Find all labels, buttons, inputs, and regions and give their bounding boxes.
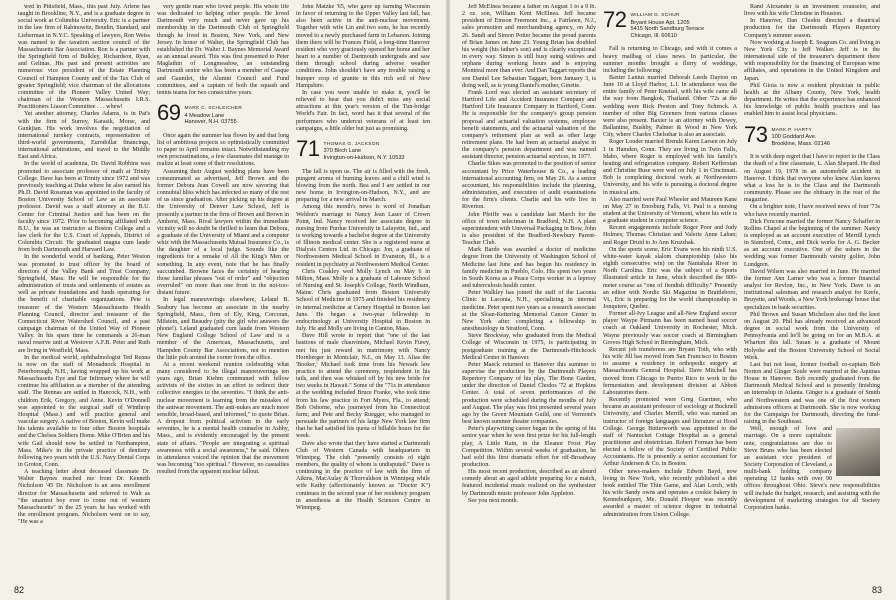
column-paragraph: It is with deep regret that I have to report to the Class the death of a fine classmate, L. Alan Shepard. He died on August 19, 1978 in an automobile accident in Hanover. I think that everyone who knew Alan knows what a loss he is to the Class and the Dartmouth community. Please see the obituary in the rear of the magazine. [744, 154, 880, 204]
column-paragraph: wed in Pittsfield, Mass., this past July. Arlene has taught in Brookline, N.Y., and is a graduate degree in social work at Columbia University. Eric is a partner in the law firm of Rabinowitz, Boudin, Standard, and Lieberman in N.Y.C. Speaking of lawyers, Ron Weiss was named to the taxation section council of the Massachusetts Bar Association. Ron is a partner with the Springfield firm of Bulkley, Richardson, Ryan, and Gelinas. His past and present activities are numerous: vice president of the Estate Planning Council of Hampton County and of the Tax Club of greater Springfield; vice chairman of the allocations committee of the Pioneer Valley United Way; chairman of the Western Massachusetts I.R.S. Practitioners Liason Committee . . . whew! [18, 4, 150, 111]
column-paragraph: Among this month's news is word of Jonathan Weldon's marriage to Nancy Jean Laser of Crown Point, Ind. Nancy received her associate degree in nursing from Purdue University in Lafayette, Ind., and is working towards a bachelor degree at the University of Illinois medical center. She is a registered nurse at Dialysis Centers Ltd. in Chicago. Jon, a graduate of Northwestern Medical School in Evanston, Ill., is a resident in psychiatry at Northwestern Medical Center. [296, 204, 430, 268]
column-paragraph: In case you were unable to make it, you'll be relieved to hear that you didn't miss any social attractions at this year's version of the Tun-bridge World's Fair. In fact, word has it that several of the performers who undercut veterans of at least ten campaigns, a little older but just as promising. [296, 89, 430, 132]
column-paragraph: On the sports scene, Eric Evans won his ninth U.S. white-water kayak slalom championship (also his eighth consecutive win) on the Nantahala River in North Carolina. Eric was the subject of a Sports Illustrated article in June, which described the 800-meter course as "one of fiendish difficulty." Presently an editor with Nordic Ski Magazine in Brattleboro, Vt., Eric is preparing for the world championship in Jonquiere, Quebec. [603, 246, 737, 310]
column-paragraph: Last but not least, former football co-captain Bob Norton and Ginger Soule were married at the Aquinas House in Hanover. Bob recently graduated from the Dartmouth Medical School and is presently finishing an internship in Atlanta. Ginger is a graduate of Smith and Northwestern and was one of the first women admissions officers at Dartmouth. She is now working for the Campaign for Dartmouth, directing the fund-raising in the Southeast. [744, 361, 880, 426]
column-paragraph: Other news-makers include Edwin Bayd, now living in New York, who recently published a diet book entitled The Thin Game, and Alan Lorch, with his wife Sandy owns and operates a cookie bakery in Kennebunkport, Me. Donald Hooper was recently awarded a master of science degree in industrial administration from Union College. [603, 468, 737, 518]
column-paragraph: A teaching letter about deceased classmate Dr. Walter Baynes reached me from Dr. Kenneth Nicholson '45 Dr. Nicholson is an area enrollment director for Massachusetts and referred to Walt as "the smartest boy ever to come out of western Massachusetts" in the 25 years he has worked with the enrollment program. Nicholson went on to say, "He was a [18, 469, 150, 526]
column-paragraph: Also married were Paul Wheeler and Maureen Kane on May 27 in Enosburg Falls, Vt. Paul is a nursing student at the University of Vermont, where his wife is a graduate student in computer science. [603, 196, 737, 225]
class-header-69 [157, 100, 289, 126]
class-year-number: 71 [296, 135, 320, 161]
column-paragraph: Steve Brockway, who graduated from the Medical College of Wisconsin in 1975, is participating in postgraduate training at the Dartmouth-Hitchcock Medical Center in Hanover. [462, 333, 596, 361]
column-paragraph: Phil Gioia is now a resident physician in public health at the Albany County, New York, health department. He writes that the experience has enhanced his knowledge of public health practices and has enabled him to assist local physicians. [744, 82, 880, 118]
column-paragraph: Peter Walkley has joined the staff of the Laconia Clinic in Laconia, N.H., specializing in internal medicine. Peter spent two years as a research associate at the Sloan-Kettering Memorial Cancer Center in New York after completing a fellowship in anesthesiology in Stratford, Conn. [462, 290, 596, 333]
column-paragraph: John Pfeiffe was a candidate last March for the office of town selectman in Bradford, N.H. A plant superintendent with Universal Packaging in Bow, John is also president of the Bradford-Newbury Parent-Teacher Club. [462, 211, 596, 247]
right-page [448, 0, 896, 600]
column-paragraph: Fall is returning to Chicago, and with it comes a heavy mailbag of class news. In particular, the summer months brought a flurry of weddings, including the following: [603, 46, 737, 74]
column-paragraph: Dick Fencone married the former Nancy Schaffer in Rollins Chapel at the beginning of the summer. Nancy is employed as an account executive of Merrill Lynch in Stamford, Conn., and Dick works for A. G. Becker as an account executive. One of the ushers in the wedding was former Dartmouth varsity golfer, John Lundgren. [744, 218, 880, 268]
column-paragraph: John Matzke '65, who gave up farming Wisconsin in favor of returning to the Upper Valley last fall, has also been active in the anti-nuclear movement. Together with wife Lin and two sons, he has recently moved to a newly purchased farm in Lebanon. Joining them there will be Frances Field, a long-time Hanover resident who very graciously opened her home and her heart to a number of Dartmouth undergrads and saw them through school during adverse weather conditions. John shouldn't have any trouble raising a bumper crop of granite in this rich soil of New Hampshire. [296, 4, 430, 89]
class-header-71 [296, 135, 430, 162]
column-paragraph: In legal maneuverings elsewhere, Leland B. Seabury has become an associate in the nearby Springfield, Mass., firm of Ely, King, Corcoran, Milstein, and Beaudry (pity the girl who answers the phone!). Leland graduated cum laude from Western New England College School of Law and is a member of the American, Massachusetts, and Hampden County Bar Associations, not to mention the little pub around the corner from the office. [157, 297, 289, 361]
column-paragraph: On a brighter note, I have received news of four '73s who have recently married. [744, 204, 880, 218]
class-header-73 [744, 121, 880, 148]
column-paragraph: In Hanover, Dan Chodos directed a theatrical production for the Dartmouth Players Repertory Company's summer season. [744, 18, 880, 39]
column-paragraph: Recently promoted were Greg Guertner, who became an assistant professor of sociology at Bucknell University, and Charles Merrill, who was named an instructor of foreign languages and literature at Hood College. George Butterworth was appointed to the staff of Nantucket Cottage Hospital as a general practitioner and obstetrician. Robert Forman has been elected a fellow of the Society of Certified Public Accountants. He is presently a senior accountant for Arthur Andersen & Co. in Boston. [603, 397, 737, 468]
column-paragraph: Phil Brown and Susan Michelson also tied the knot on August 20. Phil has already received an advanced degree in social work from the University of Pennsylvania and he'll be going on for an M.B.A. at Wharton this fall. Susan is a graduate of Mount Holyoke and the Boston University School of Social Work. [744, 311, 880, 361]
column-paragraph: Roger Louder married Brenda Karen Larsen on July 1 in Hamden, Conn. They are living in Twin Falls, Idaho, where Roger is employed with his family's heating and refrigeration company. Robert Kefferstan and Christine Buse were wed on July 1 in Cincinnati. Bob is completing doctoral work at Northwestern University, and his wife is pursuing a doctoral degree in musical arts. [603, 139, 737, 196]
column-5 [603, 4, 737, 578]
class-year-number: 73 [744, 121, 768, 147]
column-paragraph: Mark Bardo was awarded a doctor of medicine degree from the University of Washington School of Medicine last June and has begun his residency in family medicine in Pueblo, Colo. His spent two years in South Korea as a Peace Corps worker in a leprosy and tuberculosis health center. [462, 247, 596, 290]
class-secretary-address: MARK P. HARTY 100 Goddard Ave. Brookline, Mass. 02146 [771, 127, 830, 147]
class-secretary-address: MARK C. SCHLEICHER 4 Meadow Lane Hanover, N.H. 03755 [184, 106, 243, 126]
column-paragraph: At a recent weekend reunion celebrating what many considered to be illegal manoeuverings ten years ago, Brian Kiehm communed with fellow activists of the sixties in an effort to redirect their collective energies to the seventies. "I think the anti-nuclear movement is learning from the mistakes of the antiwar movement. The anti-nukes are much more sensible, broad-based, and informed," to quote Brian. A dropout from political activism in the early seventies, he is a mental health counselor in Ashby, Mass., and is evidently encouraged by the present state of affairs. "People are integrating a spiritual awareness with a social awareness," he said. Others in attendance voiced the opinion that the movement was becoming "too spiritual." However, no casualties resulted from the apparent nuclear fallout. [157, 361, 289, 476]
column-paragraph: Jeff McElnea became a father on August 1 to a 9 lb. 2 oz. son, William Kent McElnea. Jeff became president of Emson Freemont Inc., a Fairlawn, N.J., sales promotion and merchandising agency, on July 26. Sandi and Simon Potter became the proud parents of Brian James on June 23. Young Brian has doubled his weight (his father's son) and is clearly exceptional in every way. Simon is still busy suing widows and orphans during working hours and is enjoying Montreal more than ever. And Dan Taggart reports that son Daniel Lee Sebastian Taggart, born January 3, is doing well, as is young Daniel's mother, Ginette. [462, 4, 596, 89]
column-paragraph: Assuming their August wedding plans have been consummated as advertised, Jeff Brown and the former Debora Jean Cowell are now savoring that connubial bliss which has infected so many of the rest of us since graduation. After picking up his degree at the University of Denver Law School, Jeff is presently a partner in the firm of Brown and Brown in Amherst, Mass. Rival lawyers within the immediate vicinity will no doubt be thrilled to learn that Debora, a graduate of the University of Miami and a computer whiz with the Massachusetts Mutual Insurance Co., is the daughter of a local judge. Sounds like the ingredients for a remake of All the King's Men or something. In any event, note that he has finally succumbed. Browne faces the certainty of hearing those familiar phrases "out of order" and "objection overruled" on more than one front in the not-too-distant future. [157, 168, 289, 297]
class-secretary-address: THOMAS G. JACKSON 370 Birch Lane Irvington-on-Hudson, N.Y. 10533 [323, 141, 405, 161]
class-header-72 [603, 7, 737, 39]
column-paragraph: Charlie Sikes was promoted to the position of senior accountant by Price Waterhouse & Co., a leading international accounting firm, on May 26. As a senior accountant, his responsibilities include the planning, administration, and execution of audit examinations for the firm's clients. Charlie and his wife live in Riverton. [462, 161, 596, 211]
classmate-photo [836, 428, 880, 476]
page-number-left: 82 [14, 585, 25, 595]
column-paragraph: In the medical world, ophthalmologist Ted Renna is now on the staff of Monadnock Hospital in Peterborough, N.H., having wrapped up his work at Massachusetts Eye and Ear Infirmary where he will continue his affiliation as a member of the attending staff. The Rennas are settled in Hancock, N.H., with children Erik, Gregory, and Anne. Kevin O'Donnell was appointed to the surgical staff of Winthrop Hospital (Mass.) and will practice general and vascular surgery. A native of Boston, Kevin will make his talents available to four other Boston hospitals and the Chelsea Soldiers Home. Mike O'Brien and his wife Gail should now be settled in Northampton, Mass. Mike's in the private practice of dentistry following two years with the U.S. Navy Dental Corps in Groton, Conn. [18, 354, 150, 468]
column-paragraph: The fall is upon us. The air is filled with the fresh, pungent aroma of burning leaves and a chill wind is blowing from the north. Bea and I are settled in our new home in Irvington-on-Hudson, N.Y., and are preparing for a new arrival in March. [296, 168, 430, 204]
column-paragraph: In the world of academia, Dr. David Robbins was promoted to associate professor of math at Trinity College. Dave has been at Trinity since 1972 and was previously teaching at Duke where he also earned his Ph.D. David Rossman was appointed to the faculty of Boston University School of Law as an associate professor. David was a staff attorney at the B.U. Center for Criminal Justice and has been on the faculty since 1972. Prior to becoming affiliated with B.U., he was an instructor at Boston College and a law clerk for the U.S. Court of Appeals, District of Columbia Circuit. He graduated magna cum laude from both Dartmouth and Harvard Law. [18, 161, 150, 254]
class-secretary-address: WILLIAM G. SCHUR Bryant House Apt. 1205 5415 North Sandburg Terrace Chicago, Ill. 60610 [630, 13, 705, 39]
column-paragraph: Once again the summer has flown by and that long list of ambitious projects so optimistically committed to paper in April remains intact. Notwithstanding my own procrastinations, a few classmates did manage to realize at least some of their resolutions. [157, 132, 289, 168]
class-year-number: 69 [157, 100, 181, 126]
column-paragraph: His most recent production, described as an absurd comedy about an aged athlete preparing for a match, featured incidental music realized on the synthesizer by Dartmouth music professor John Appleton. [462, 469, 596, 497]
column-3 [296, 4, 430, 578]
column-paragraph: Well, enough of love and marriage. On a more capitalistic note, congratulations are due to Steve Bruns who has been elected an assistant vice president of Society Corporation of Cleveland, a multi-bank holding company operating 12 banks with over 90 offices throughout Ohio. Steve's new responsibilities will include the budget, research, and assisting with the development of marketing strategies for all Society Corporation banks. [744, 426, 880, 511]
column-paragraph: Dave Hill wrote to report that "one of the last bastions of male chauvinism, Michael Kevin Furey, met his just reward in matrimony with Nancy Hornberger in Montclair, N.J., on May 13. Alias the 'Booker,' Michael took time from his Newark law practice to attend the ceremony, resplendent in his tails, and then was whisked off by his new bride for two weeks in Hawaii." Some of the "71s in attendance at the wedding included Bruce Franke, who took time from his law practice in Fort Myers, Fla., to attend; Bob Osborne, who journeyed from his Connecticut farm; and Pete and Becky Ruegger, who managed to persuade the partners of his large New York law firm that he had satisfied his quota of billable hours for the week. [296, 333, 430, 440]
column-2 [157, 4, 289, 578]
page-number-right: 83 [871, 585, 882, 595]
column-paragraph: Baxter Lanius married Deborah Leeds Dayton on June 10 at Lloyd Harbor, L.I. In attendance was the entire family of Peter Kneisel, with his wife came all the way from Bangkok, Thailand. Other '72s at the wedding were Rick Preston and Tony Schenck. A number of other Big Greeners from various classes were also present. Baxter is an attorney with Dewey, Ballantine, Bushby, Palmer & Wood in New York City, where Charles Chelsehar is also an associate. [603, 75, 737, 139]
column-paragraph: Peter's playwriting career began in the spring of his senior year when he won first prize for his full-length play, A Little Rain, in the Eleanor Frost Play Competition. Within several weeks of graduation, he had sold this first dramatic effort for off-Broadway production. [462, 426, 596, 468]
column-paragraph: Recent job transferees are Bryant Toth, who with his wife Jill has moved from San Francisco to Boston to assume a residency in orthopedic surgery at Massachusetts General Hospital. Dave Mitchell has moved from Chicago to Puerto Rico to work in the fermentation and development division at Abbott Laboratories there. [603, 346, 737, 396]
column-paragraph: See you next month. [468, 497, 519, 504]
column-paragraph: Rand Alexander is an investment counselor, and lives with his wife Christine in Houston. [744, 4, 880, 18]
column-6 [744, 4, 880, 578]
column-paragraph: Frank Lord was elected an assistant secretary of Hartford Life and Accident Insurance Company and Hartford Life Insurance Company in Hartford, Conn. He is responsible for the company's group pension proposal and actuarial valuation systems, employee benefit statements, and the actuarial valuation of the company's retirement plan as well as other large retirement plans. He had been an actuarial analyst in the company's pension department and was named assistant director, pension actuarial services, in 1977. [462, 89, 596, 161]
column-paragraph: Yet another attorney, Charles Adams, is in Pat's with the firm of Surrey, Karasik, Morse, and Gunkjian. His work involves the negotiation of international turnkey contracts, representation of third-world governments, Eurodollar financings, international arbitrations, and travel to the Middle East and Africa. [18, 111, 150, 161]
column-paragraph: very gentle man who loved people. His whole life was dedicated to helping other people. He loved Dartmouth very much and never gave up his membership in the Dartmouth Club of Springfield though he lived in Boston, New York, and New Jersey. In honor of Walter, the Springfield Club has established the Dr. Walter J. Baynes Memorial Award as an annual award. This was first presented to Peter Maglathin of Longmeadow, an outstanding Dartmouth senior who has been a member of Casque and Gauntlet, the Alumni Council and Fund committees, and a captain of both the squash and tennis teams for two consecutive years. [157, 4, 289, 96]
column-paragraph: Chris Coakley wed Molly Lynch on May 6 in Milton, Mass. Molly is a graduate of Laboure School of Nursing and St. Joseph's College, North Windham, Maine. Chris graduated from Boston University School of Medicine in 1975 and finished his residency in internal medicine at Carney Hospital in Boston last June. He began a two-year fellowship in endocrinology at University Hospital in Boston in July. He and Molly are living in Canton, Mass. [296, 268, 430, 333]
column-paragraph: Dave also wrote that they have started a Dartmouth Club of Western Canada with headquarters in Winnipeg. The club "presently consists of eight members, the quality of whom is undisputed." Dave is continuing in the practice of law with the firm of Aikins, MacAulay & Thorvaldson in Winnipeg while wife Kathy (affectionately known as "Doctor K") continues in the second year of her residency program in anesthesia at the Health Sciences Centre in Winnipeg. [296, 440, 430, 511]
column-paragraph: David Wilson was also married in June. He married the former Ann Larner who was a former financial analyst for Revlon, Inc., in New York. Dave is an institutional salesman and research analyst for Keefe, Bruyette, and Woods, a New York brokerage house that specializes in bank securities. [744, 268, 880, 311]
column-paragraph: Former all-Ivy League and all-New England soccer player Waype Pirmann has been named head soccer coach at Oakland University in Rochester, Mich. Wayne previously was soccer coach at Birmingham Groves High School in Birmingham, Mich. [603, 311, 737, 346]
class-year-number: 72 [603, 7, 627, 32]
column-paragraph: In the wonderful world of banking, Peter Weston was promoted to trust officer by the board of directors of the Valley Bank and Trust Company, Springfield, Mass. He will be responsible for the administration of trusts and settlements of estates as well as private foundations and funds operating for the benefit of charitable organizations. Pete is treasurer of the Western Massachusetts Health Planning Council, director and treasurer of the Connecticut River Watershed Council, and a past campaign chairman of the United Way of Pioneer Valley. In his spare time he commands a 26-man naval reserve unit at Westover A.F.B. Peter and Ruth are living in Westfield, Mass. [18, 254, 150, 354]
column-4 [462, 4, 596, 578]
column-1 [18, 4, 150, 578]
column-paragraph: Now working at Joseph E. Seagram Co. and living in New York City is Jeff Walker. Jeff is in the international side of the treasurer's department there with responsibility for the financing of European wine affiliates, and operations in the United Kingdom and Japan. [744, 39, 880, 82]
column-paragraph: Peter Maeck returned to Hanover this summer to supervise the production by the Dartmouth Players Repertory Company of his play, The Bone Garden, under the direction of Daniel Chodos '72 at Hopkins Center. A total of seven performances of the production were scheduled during the months of July and August. The play was first presented several years ago by the Green Mountain Guild, one of Vermont's best known summer theater companies. [462, 361, 596, 426]
column-paragraph: Recent engagements include Roger Poor and Judy Holmes; Thomas Christian and Valerie Anne Laban; and Roger Druid to Jo Ann Kruzshak. [603, 225, 737, 246]
